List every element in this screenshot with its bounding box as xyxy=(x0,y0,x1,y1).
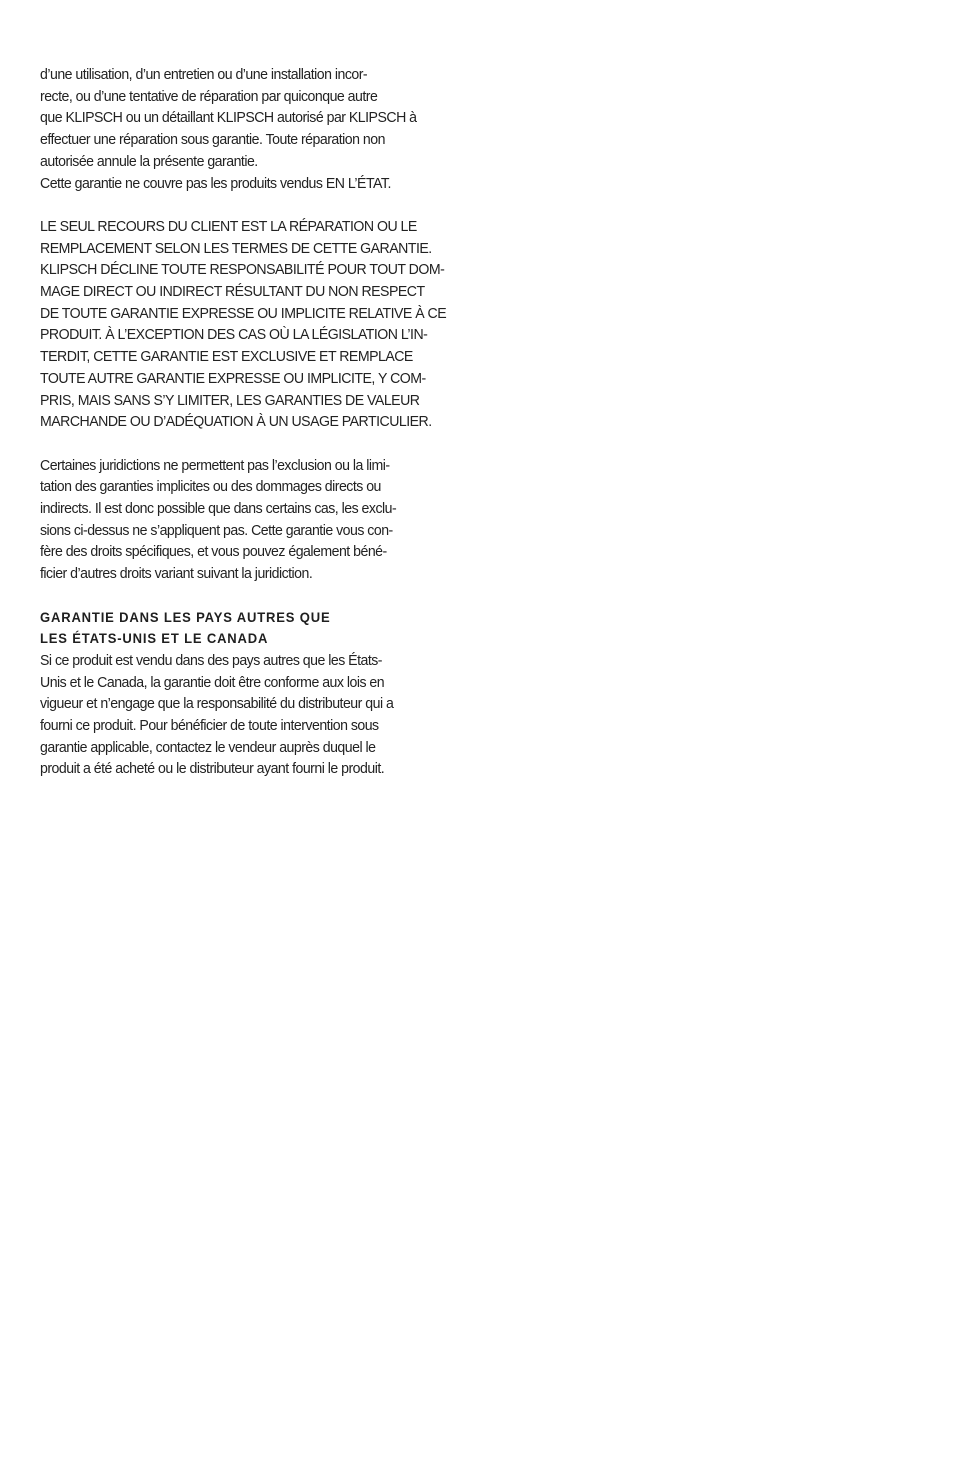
paragraph-sole-remedy xyxy=(40,216,449,433)
text-line: TOUTE AUTRE GARANTIE EXPRESSE OU IMPLICITE, Y COM- xyxy=(40,369,426,387)
text-line: produit a été acheté ou le distributeur ayant fourni le produit. xyxy=(40,760,385,778)
text-line: Cette garantie ne couvre pas les produits vendus EN L’ÉTAT. xyxy=(40,174,391,192)
text-line: MARCHANDE OU D’ADÉQUATION À UN USAGE PARTICULIER. xyxy=(40,413,432,431)
paragraph-spacer xyxy=(40,433,449,455)
paragraph-spacer xyxy=(40,194,449,216)
text-line: autorisée annule la présente garantie. xyxy=(40,152,258,170)
text-line: Unis et le Canada, la garantie doit être conforme aux lois en xyxy=(40,673,385,691)
text-line: sions ci-dessus ne s’appliquent pas. Cette garantie vous con- xyxy=(40,521,393,539)
paragraph-warranty-exclusions xyxy=(40,64,449,194)
text-line: Si ce produit est vendu dans des pays autres que les États- xyxy=(40,651,382,669)
paragraph-international-warranty xyxy=(40,650,449,780)
text-line: PRODUIT. À L’EXCEPTION DES CAS OÙ LA LÉGISLATION L’IN- xyxy=(40,326,428,344)
paragraph-jurisdictions xyxy=(40,455,449,585)
text-line: LE SEUL RECOURS DU CLIENT EST LA RÉPARATION OU LE xyxy=(40,217,417,235)
heading-line: GARANTIE DANS LES PAYS AUTRES QUE xyxy=(40,608,331,625)
document-page xyxy=(40,64,449,780)
text-line: fère des droits spécifiques, et vous pouvez également béné- xyxy=(40,543,387,561)
text-line: Certaines juridictions ne permettent pas l’exclusion ou la limi- xyxy=(40,456,390,474)
text-line: d’une utilisation, d’un entretien ou d’une installation incor- xyxy=(40,66,368,83)
heading-line: LES ÉTATS-UNIS ET LE CANADA xyxy=(40,630,269,647)
text-line: PRIS, MAIS SANS S’Y LIMITER, LES GARANTIES DE VALEUR xyxy=(40,391,420,409)
text-line: REMPLACEMENT SELON LES TERMES DE CETTE GARANTIE. xyxy=(40,239,432,257)
text-line: DE TOUTE GARANTIE EXPRESSE OU IMPLICITE RELATIVE À CE xyxy=(40,304,447,322)
text-line: KLIPSCH DÉCLINE TOUTE RESPONSABILITÉ POUR TOUT DOM- xyxy=(40,261,445,279)
text-line: indirects. Il est donc possible que dans certains cas, les exclu- xyxy=(40,500,397,518)
text-line: MAGE DIRECT OU INDIRECT RÉSULTANT DU NON RESPECT xyxy=(40,283,425,301)
text-line: ficier d’autres droits variant suivant la juridiction. xyxy=(40,565,313,583)
text-line: TERDIT, CETTE GARANTIE EST EXCLUSIVE ET REMPLACE xyxy=(40,348,413,366)
text-line: que KLIPSCH ou un détaillant KLIPSCH autorisé par KLIPSCH à xyxy=(40,109,417,127)
section-heading xyxy=(40,607,449,650)
text-line: fourni ce produit. Pour bénéficier de toute intervention sous xyxy=(40,717,379,735)
text-line: tation des garanties implicites ou des dommages directs ou xyxy=(40,478,381,496)
paragraph-spacer xyxy=(40,585,449,607)
text-line: vigueur et n’engage que la responsabilité du distributeur qui a xyxy=(40,695,394,713)
text-line: garantie applicable, contactez le vendeur auprès duquel le xyxy=(40,738,376,756)
text-line: effectuer une réparation sous garantie. Toute réparation non xyxy=(40,131,385,149)
text-line: recte, ou d’une tentative de réparation par quiconque autre xyxy=(40,87,378,105)
